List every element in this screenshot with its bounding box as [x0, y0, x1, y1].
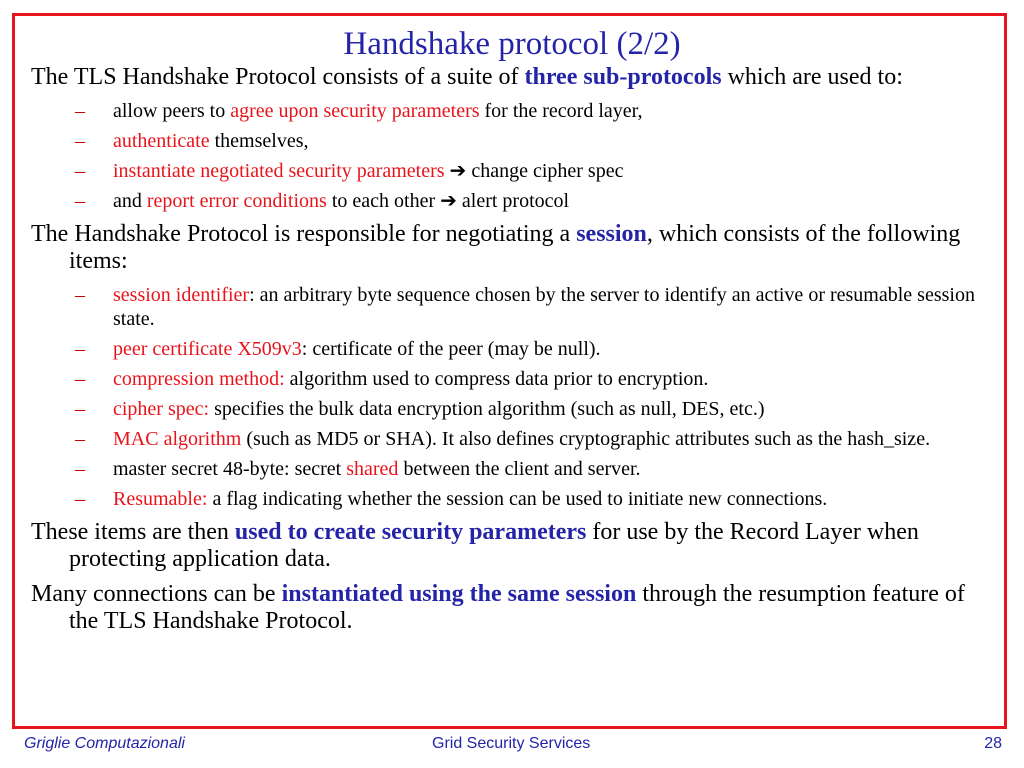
list-item-resumable [75, 487, 991, 511]
emphasis-session: session [576, 221, 647, 247]
highlight: agree upon security parameters [230, 100, 480, 122]
footer-page-number: 28 [984, 735, 1002, 752]
highlight: Resumable: [113, 488, 208, 510]
highlight: cipher spec: [113, 398, 210, 420]
text: a flag indicating whether the session can be used to initiate new connections. [207, 488, 828, 510]
text: through the resumption feature of the TLS Handshake Protocol. [69, 581, 965, 634]
highlight: session identifier [113, 284, 250, 306]
dash-bullet: – [75, 100, 85, 122]
text: , which consists of the following items: [69, 221, 961, 274]
text: for the record layer, [479, 100, 643, 122]
text: themselves, [209, 130, 309, 152]
emphasis-three-sub-protocols: three sub-protocols [524, 64, 722, 90]
list-item-session-identifier [75, 283, 991, 331]
paragraph-resumption [31, 581, 991, 635]
text: change cipher spec [471, 160, 624, 182]
dash-bullet: – [75, 284, 85, 306]
footer-topic: Grid Security Services [432, 735, 591, 752]
paragraph-sub-protocols [31, 64, 991, 91]
text: (such as MD5 or SHA). It also defines cryptographic attributes such as the hash_size. [241, 428, 931, 450]
dash-bullet: – [75, 130, 85, 152]
footer-course: Griglie Computazionali [24, 735, 185, 752]
text: between the client and server. [398, 458, 641, 480]
text: algorithm used to compress data prior to encryption. [284, 368, 709, 390]
highlight: compression method: [113, 368, 285, 390]
dash-bullet: – [75, 368, 85, 390]
highlight: MAC algorithm [113, 428, 242, 450]
list-item-instantiate [75, 159, 991, 183]
highlight: instantiate negotiated security parameters [113, 160, 445, 182]
list-item-master-secret [75, 457, 991, 481]
arrow-icon: ➔ [435, 190, 462, 212]
slide-body [31, 64, 991, 643]
dash-bullet: – [75, 458, 85, 480]
text: to each other [326, 190, 436, 212]
emphasis-same-session: instantiated using the same session [281, 581, 637, 607]
list-item-authenticate [75, 129, 991, 153]
dash-bullet: – [75, 160, 85, 182]
list-item-cipher-spec [75, 397, 991, 421]
list-item-agree [75, 99, 991, 123]
dash-bullet: – [75, 338, 85, 360]
highlight: report error conditions [146, 190, 327, 212]
highlight: authenticate [113, 130, 210, 152]
slide-title: Handshake protocol (2/2) [343, 26, 681, 62]
text: The TLS Handshake Protocol consists of a suite of [31, 64, 525, 90]
text: which are used to: [721, 64, 903, 90]
highlight: shared [346, 458, 399, 480]
text: : certificate of the peer (may be null). [301, 338, 601, 360]
text: alert protocol [461, 190, 570, 212]
dash-bullet: – [75, 488, 85, 510]
list-item-peer-certificate [75, 337, 991, 361]
emphasis-security-parameters: used to create security parameters [234, 519, 587, 545]
arrow-icon: ➔ [444, 160, 472, 182]
text: for use by the Record Layer when protecting application data. [69, 519, 919, 572]
list-item-report-errors [75, 189, 991, 213]
list-item-compression-method [75, 367, 991, 391]
text: : an arbitrary byte sequence chosen by the server to identify an active or resumable session state. [113, 284, 975, 330]
paragraph-session [31, 221, 991, 275]
text: Many connections can be [31, 581, 282, 607]
text: and [113, 190, 147, 212]
list-item-mac-algorithm [75, 427, 991, 451]
dash-bullet: – [75, 428, 85, 450]
text: specifies the bulk data encryption algorithm (such as null, DES, etc.) [209, 398, 765, 420]
dash-bullet: – [75, 398, 85, 420]
text: master secret 48-byte: secret [113, 458, 347, 480]
text: The Handshake Protocol is responsible for negotiating a [31, 221, 577, 247]
text: allow peers to [113, 100, 231, 122]
highlight: peer certificate X509v3 [113, 338, 302, 360]
paragraph-security-parameters [31, 519, 991, 573]
dash-bullet: – [75, 190, 85, 212]
text: These items are then [31, 519, 235, 545]
